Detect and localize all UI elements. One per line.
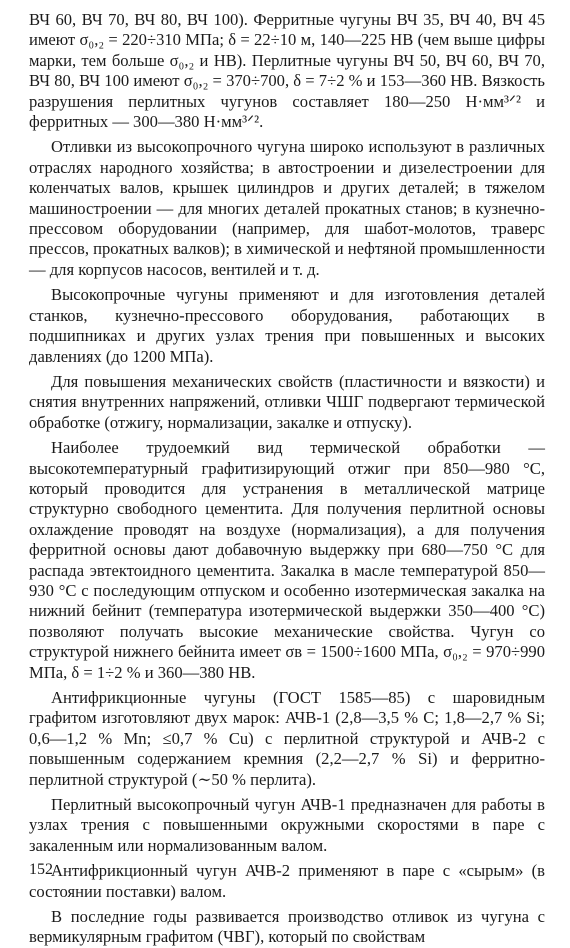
- paragraph-annealing: Наиболее трудоемкий вид термической обработки — высокотемпературный графитизирующий отжиг при 850—980 °С, который проводится для устранения в металлической матрице структурно свободного цементита. Для получения перлитной основы охлаждение проводят на воздухе (нормализация), а для получения ферритной основы дают добавочную выдержку при 680—750 °С для распада эвтектоидного цементита. Закалка в масле температурой 850—930 °С с последующим отпуском и особенно изотермическая закалка на нижний бейнит (температура изотермической выдержки 350—400 °С) позволяют получать высокие механические свойства. Чугун со структурой нижнего бейнита имеет σв = 1500÷1600 МПа, σ₀,₂ = 970÷990 МПа, δ = 1÷2 % и 360—380 НВ.: [29, 438, 545, 682]
- paragraph-antifriction-grades: Антифрикционные чугуны (ГОСТ 1585—85) с шаровидным графитом изготовляют двух марок: АЧВ-1 (2,8—3,5 % С; 1,8—2,7 % Si; 0,6—1,2 % Mn; ≤0,7 % Cu) с перлитной структурой и АЧВ-2 с повышенным содержанием кремния (2,2—2,7 % Si) и ферритно-перлитной структурой (∼50 % перлита).: [29, 688, 545, 789]
- paragraph-heat-treatment-purpose: Для повышения механических свойств (пластичности и вязкости) и снятия внутренних напряжений, отливки ЧШГ подвергают термической обработке (отжигу, нормализации, закалке и отпуску).: [29, 371, 545, 432]
- paragraph-continuation: ВЧ 60, ВЧ 70, ВЧ 80, ВЧ 100). Ферритные чугуны ВЧ 35, ВЧ 40, ВЧ 45 имеют σ₀,₂ = 220÷310 МПа; δ = 22÷10 м, 140—225 НВ (чем выше цифры марки, тем больше σ₀,₂ и НВ). Перлитные чугуны ВЧ 50, ВЧ 60, ВЧ 70, ВЧ 80, ВЧ 100 имеют σ₀,₂ = 370÷700, δ = 7÷2 % и 153—360 НВ. Вязкость разрушения перлитных чугунов составляет 180—250 Н·мм³ᐟ² и ферритных — 300—380 Н·мм³ᐟ².: [29, 10, 545, 132]
- paragraph-achv2: Антифрикционный чугун АЧВ-2 применяют в паре с «сырым» (в состоянии поставки) валом.: [29, 861, 545, 901]
- paragraph-achv1: Перлитный высокопрочный чугун АЧВ-1 предназначен для работы в узлах трения с повышенными окружными скоростями в паре с закаленным или нормализованным валом.: [29, 795, 545, 855]
- paragraph-applications: Отливки из высокопрочного чугуна широко используют в различных отраслях народного хозяйства; в автостроении и дизелестроении для коленчатых валов, крышек цилиндров и других деталей; в тяжелом машиностроении — для многих деталей прокатных станов; в кузнечно-прессовом оборудовании (например, для шабот-молотов, траверс прессов, прокатных валков); в химической и нефтяной промышленности — для корпусов насосов, вентилей и т. д.: [29, 137, 545, 279]
- paragraph-vermicular: В последние годы развивается производство отливок из чугуна с вермикулярным графитом (ЧВГ), который по свойствам: [29, 907, 545, 947]
- page-number: 152: [29, 861, 53, 878]
- paragraph-machine-tools: Высокопрочные чугуны применяют и для изготовления деталей станков, кузнечно-прессового оборудования, работающих в подшипниках и других узлах трения при повышенных и высоких давлениях (до 1200 МПа).: [29, 285, 545, 366]
